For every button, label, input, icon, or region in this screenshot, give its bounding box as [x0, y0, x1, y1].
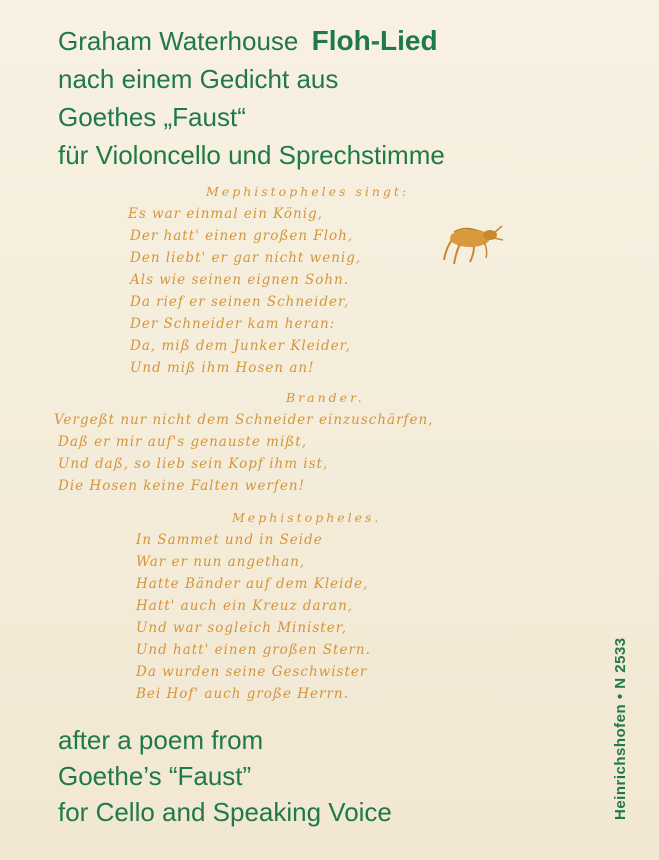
poem-line: War er nun angethan,	[136, 554, 306, 570]
poem-line: Und war sogleich Minister,	[136, 620, 347, 636]
poem-line: Hatte Bänder auf dem Kleide,	[136, 576, 369, 592]
poem-line: Und hatt' einen großen Stern.	[136, 642, 371, 658]
cover-footer	[58, 722, 392, 830]
english-subtitle-line: Goethe’s “Faust”	[58, 761, 252, 791]
flea-icon	[440, 218, 504, 268]
catalog-number: N 2533	[612, 637, 629, 689]
poem-line: Da wurden seine Geschwister	[136, 664, 368, 680]
poem-line: Und miß ihm Hosen an!	[130, 360, 315, 376]
publisher-spine	[612, 637, 629, 820]
poem-line: Es war einmal ein König,	[128, 206, 323, 222]
spine-separator: •	[612, 688, 629, 704]
poem-speaker: Mephistopheles.	[232, 510, 382, 525]
composer-title-line	[58, 24, 445, 58]
poem-line: Der hatt' einen großen Floh,	[130, 228, 354, 244]
poem-line: Den liebt' er gar nicht wenig,	[130, 250, 362, 266]
poem-line: In Sammet und in Seide	[136, 532, 323, 548]
poem-speaker: Brander.	[286, 390, 365, 405]
poem-line: Da rief er seinen Schneider,	[130, 294, 350, 310]
german-subtitle-line: nach einem Gedicht aus	[58, 64, 339, 94]
poem-line: Daß er mir auf's genauste mißt,	[58, 434, 308, 450]
poem-line: Als wie seinen eignen Sohn.	[130, 272, 350, 288]
work-title: Floh-Lied	[311, 25, 438, 56]
poem-line: Die Hosen keine Falten werfen!	[58, 478, 306, 494]
english-subtitle-line: for Cello and Speaking Voice	[58, 797, 392, 827]
english-subtitle-line: after a poem from	[58, 725, 264, 755]
poem-speaker: Mephistopheles singt:	[206, 184, 410, 199]
poem-line: Der Schneider kam heran:	[130, 316, 336, 332]
poem-line: Vergeßt nur nicht dem Schneider einzuschärfen,	[54, 412, 434, 428]
poem-line: Hatt' auch ein Kreuz daran,	[136, 598, 354, 614]
publisher-name: Heinrichshofen	[612, 703, 629, 820]
poem-line: Bei Hof' auch große Herrn.	[136, 686, 349, 702]
poem-line: Da, miß dem Junker Kleider,	[130, 338, 351, 354]
composer-name: Graham Waterhouse	[58, 26, 299, 56]
german-subtitle-line: für Violoncello und Sprechstimme	[58, 140, 445, 170]
german-subtitle-line: Goethes „Faust“	[58, 102, 246, 132]
poem-line: Und daß, so lieb sein Kopf ihm ist,	[58, 456, 329, 472]
poem-text	[0, 180, 659, 710]
cover-header	[58, 24, 445, 174]
